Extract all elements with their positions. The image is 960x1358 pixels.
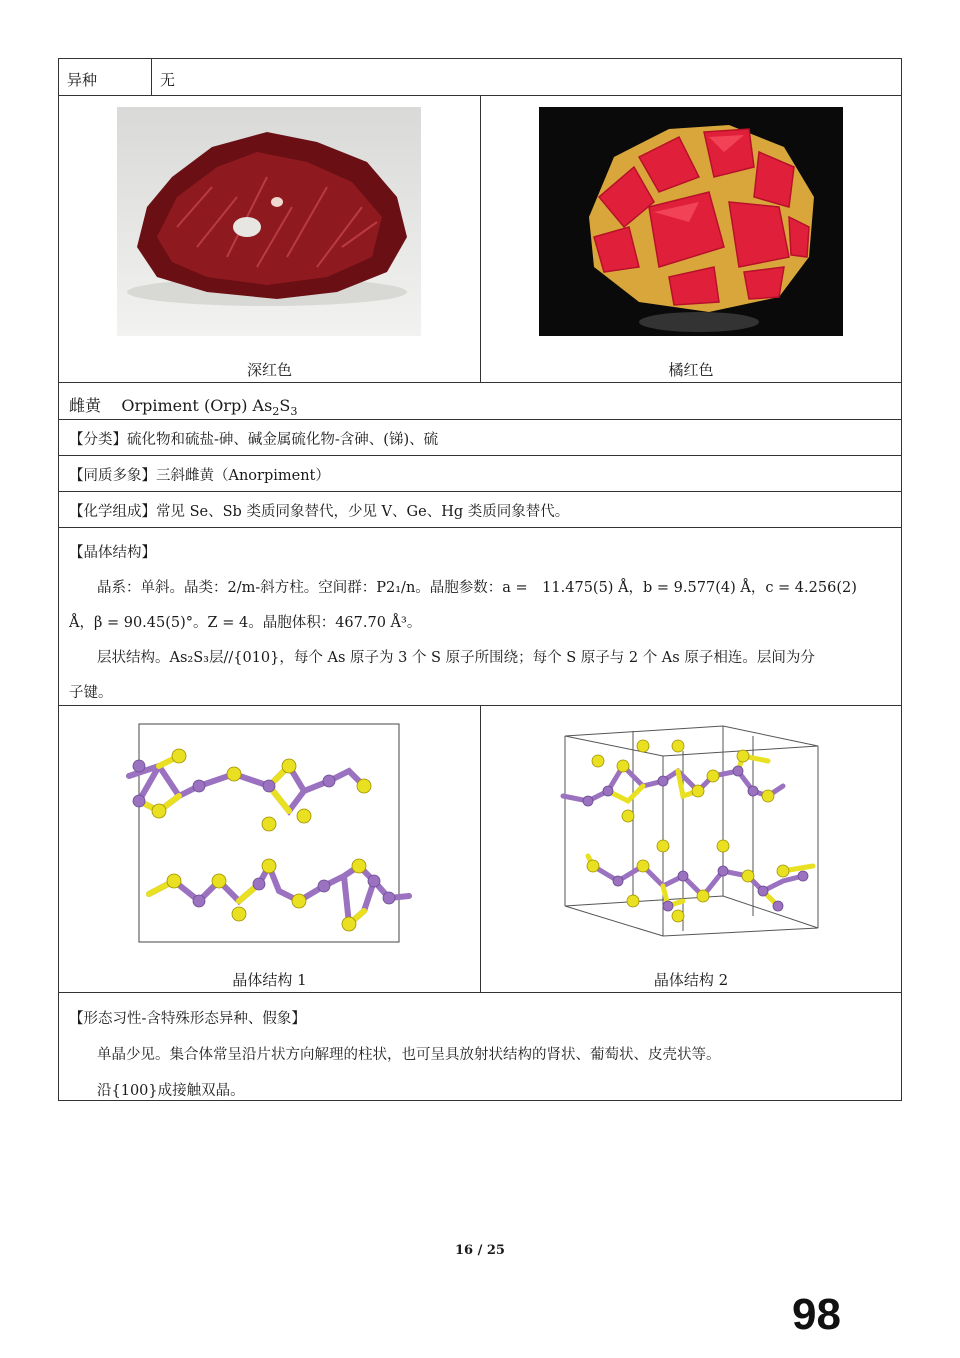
formula-sub-3: 3 xyxy=(290,405,298,419)
structure-cell-1 xyxy=(59,706,480,992)
page-indicator: 16 / 25 xyxy=(455,1243,505,1258)
mineral-card xyxy=(58,58,902,1101)
formula-s: S xyxy=(279,396,291,415)
variety-row xyxy=(59,59,901,96)
photo-orange-red-orpiment xyxy=(539,107,843,336)
photo-cell-orange-red xyxy=(480,96,901,382)
morphology-line-1: 单晶少见。集合体常呈沿片状方向解理的柱状，也可呈具放射状结构的肾状、葡萄状、皮壳状等。 xyxy=(97,1047,721,1063)
classification-row: 【分类】硫化物和硫盐-砷、碱金属硫化物-含砷、(锑)、硫 xyxy=(59,420,901,456)
crystal-line-3: 层状结构。As₂S₃层//{010}，每个 As 原子为 3 个 S 原子所围绕；每个 S 原子与 2 个 As 原子相连。层间为分 xyxy=(97,650,815,666)
crystal-line-4: 子键。 xyxy=(69,685,113,701)
crystal-structure-1-diagram xyxy=(119,716,419,956)
morphology-section xyxy=(59,993,901,1100)
variety-label: 异种 xyxy=(59,59,152,95)
variety-value: 无 xyxy=(160,71,176,89)
polymorph-row: 【同质多象】三斜雌黄（Anorpiment） xyxy=(59,456,901,492)
structure-cell-2 xyxy=(480,706,901,992)
formula-sub-2: 2 xyxy=(272,405,280,419)
page-number: 98 xyxy=(792,1290,841,1339)
crystal-structure-2-diagram xyxy=(553,716,843,956)
mineral-title-row xyxy=(59,383,901,420)
photo-caption-orange-red: 橘红色 xyxy=(668,361,714,379)
crystal-line-2: Å，β = 90.45(5)°。Z = 4。晶胞体积：467.70 Å³。 xyxy=(69,615,422,631)
photo-row xyxy=(59,96,901,383)
morphology-line-2: 沿{100}成接触双晶。 xyxy=(97,1083,245,1099)
structure-caption-1: 晶体结构 1 xyxy=(232,971,307,989)
structure-row xyxy=(59,706,901,993)
photo-dark-red-orpiment xyxy=(117,107,421,336)
crystal-heading: 【晶体结构】 xyxy=(69,545,156,561)
chemistry-row: 【化学组成】常见 Se、Sb 类质同象替代，少见 V、Ge、Hg 类质同象替代。 xyxy=(59,492,901,528)
morphology-heading: 【形态习性-含特殊形态异种、假象】 xyxy=(69,1011,306,1027)
crystal-line-1: 晶系：单斜。晶类：2/m-斜方柱。空间群：P2₁/n。晶胞参数：a = 11.475(5) Å，b = 9.577(4) Å，c = 4.256(2) xyxy=(97,580,857,596)
mineral-name-en: Orpiment (Orp) As xyxy=(121,396,273,415)
structure-caption-2: 晶体结构 2 xyxy=(653,971,729,989)
crystal-structure-section xyxy=(59,528,901,706)
photo-caption-dark-red: 深红色 xyxy=(246,361,292,379)
mineral-name-cn: 雌黄 xyxy=(69,396,102,415)
photo-cell-dark-red xyxy=(59,96,480,382)
